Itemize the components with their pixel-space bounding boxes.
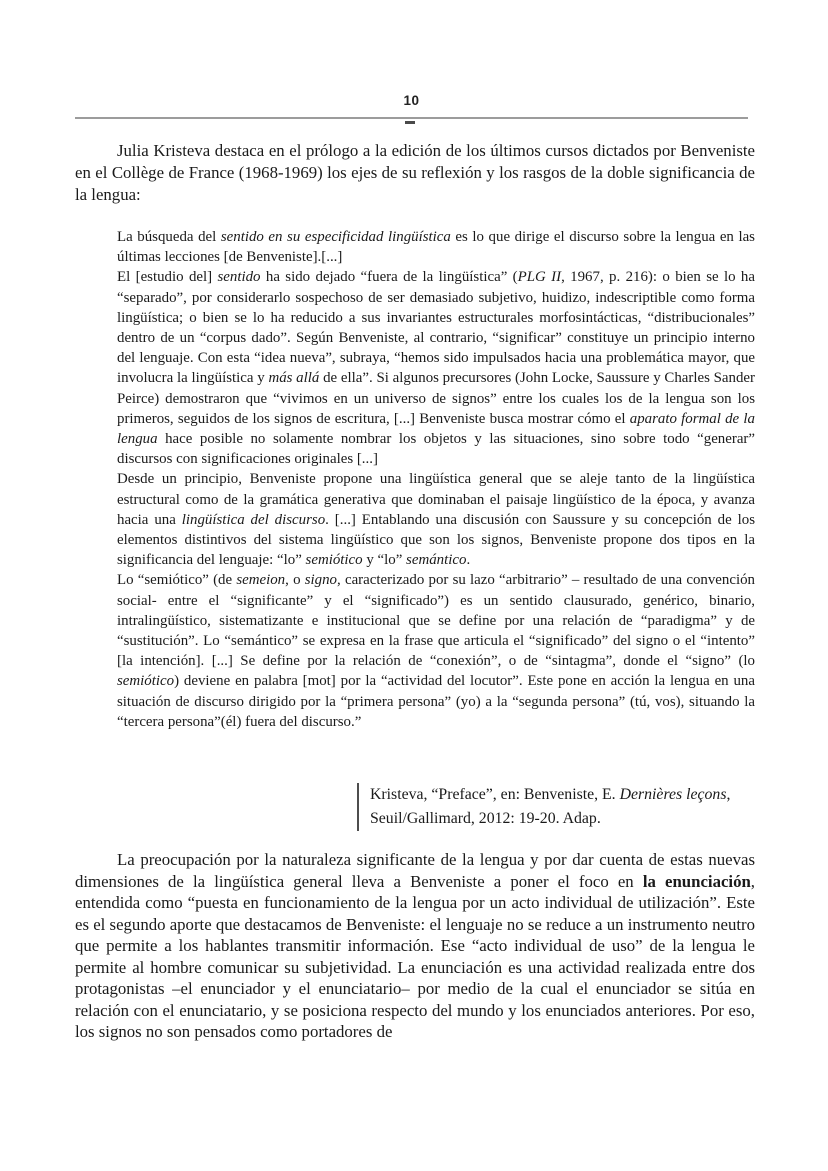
intro-paragraph: Julia Kristeva destaca en el prólogo a la edición de los últimos cursos dictados por Benveniste en el Collège de France (1968-1969) los ejes de su reflexión y los rasgos de la doble significancia de la lengua: <box>75 141 755 204</box>
quote-paragraph-2: El [estudio del] sentido ha sido dejado “fuera de la lingüística” (PLG II, 1967, p. 216): o bien se lo ha “separado”, por considerarlo sospechoso de ser demasiado subjetivo, huidizo, indescriptible como forma lingüística; o bien se lo ha reducido a sus invariantes estructurales morfosintácticas, “distribucionales” dentro de un “corpus dado”. Según Benveniste, al contrario, “significar” constituye un principio interno del lenguaje. Con esta “idea nueva”, subraya, “hemos sido impulsados hacia una problemática mayor, que involucra la lingüística y más allá de ella”. Si algunos precursores (John Locke, Saussure y Charles Sander Peirce) demostraron que “vivimos en un universo de signos” entre los cuales los de la lengua son los primeros, seguidos de los signos de escritura, [...] Benveniste busca mostrar cómo el aparato formal de la lengua hace posible no solamente nombrar los objetos y las situaciones, sino sobre todo “generar” discursos con significaciones originales [...] <box>117 269 755 468</box>
block-quote <box>117 227 755 732</box>
header-rule-tick <box>405 121 415 124</box>
citation-block <box>357 783 766 831</box>
citation-text: Kristeva, “Preface”, en: Benveniste, E. Dernières leçons, Seuil/Gallimard, 2012: 19-20. Adap. <box>370 786 731 827</box>
page-number: 10 <box>403 93 420 108</box>
quote-paragraph-4: Lo “semiótico” (de semeion, o signo, caracterizado por su lazo “arbitrario” – resultado de una convención social- entre el “significante” y el “significado”) es un sentido clausurado, genérico, binario, intralingüístico, sistematizante e institucional que se define por una relación de “paradigma” y de “sustitución”. Lo “semántico” se expresa en la frase que articula el “significado” del signo o el “intento” [la intención]. [...] Se define por la relación de “conexión”, o de “sintagma”, donde el “signo” (lo semiótico) deviene en palabra [mot] por la “actividad del locutor”. Este pone en acción la lengua en una situación de discurso dirigido por la “primera persona” (yo) a la “segunda persona” (tú, vos), situando la “tercera persona”(él) fuera del discurso.” <box>117 572 755 730</box>
closing-paragraph: La preocupación por la naturaleza significante de la lengua y por dar cuenta de estas nuevas dimensiones de la lingüística general lleva a Benveniste a poner el foco en la enunciación, entendida como “puesta en funcionamiento de la lengua por un acto individual de utilización”. Este es el segundo aporte que destacamos de Benveniste: el lenguaje no se reduce a un instrumento neutro que permite a los hablantes transmitir información. Ese “acto individual de uso” de la lengua le permite al hombre comunicar su subjetividad. La enunciación es una actividad realizada entre dos protagonistas –el enunciador y el enunciatario– por medio de la cual el enunciador se sitúa en relación con el enunciatario, y se posiciona respecto del mundo y los enunciados anteriores. Por eso, los signos no son pensados como portadores de <box>75 850 755 1041</box>
quote-paragraph-1: La búsqueda del sentido en su especificidad lingüística es lo que dirige el discurso sobre la lengua en las últimas lecciones [de Benveniste].[...] <box>117 229 755 266</box>
quote-paragraph-3: Desde un principio, Benveniste propone una lingüística general que se aleje tanto de la lingüística estructural como de la gramática generativa que dominaban el paisaje lingüístico de la época, y avanza hacia una lingüística del discurso. [...] Entablando una discusión con Saussure y su concepción de los elementos distintivos del sistema lingüístico que son los signos, Benveniste propone dos tipos en la significancia del lenguaje: “lo” semiótico y “lo” semántico. <box>117 471 756 569</box>
header-rule <box>75 117 748 119</box>
